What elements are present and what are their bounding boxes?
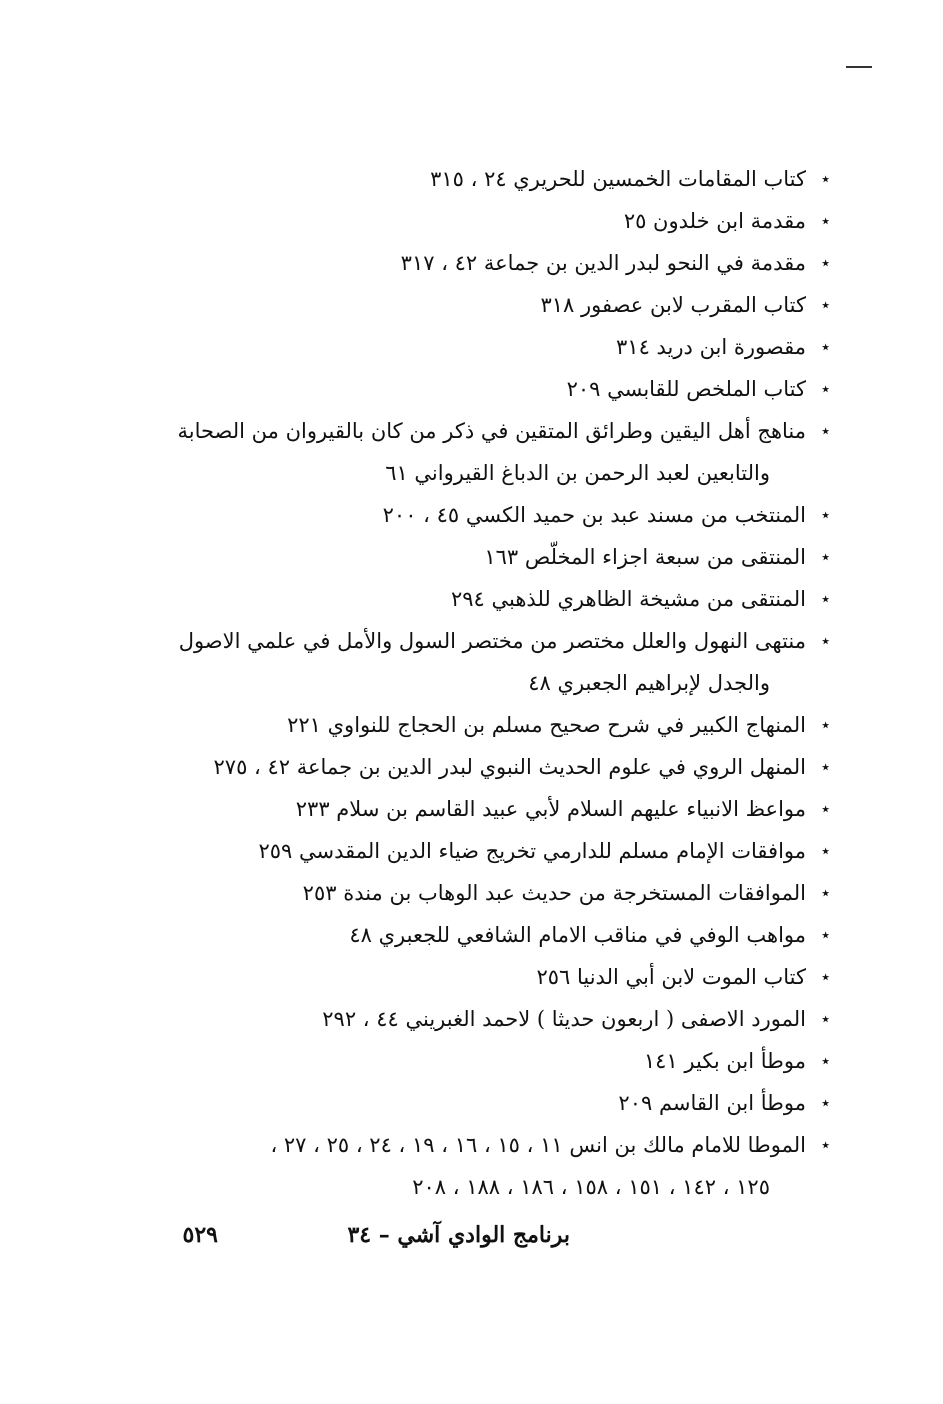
- entry-text: منتهى النهول والعلل مختصر من مختصر السول والأمل في علمي الاصول: [178, 629, 806, 653]
- bullet-mark: ٭: [821, 799, 830, 818]
- entry-text: مقدمة ابن خلدون ٢٥: [623, 209, 806, 233]
- page-footer: [170, 1222, 570, 1262]
- entry-text: موطأ ابن بكير ١٤١: [643, 1049, 806, 1073]
- index-entry: [150, 830, 830, 872]
- index-entry: [150, 284, 830, 326]
- bullet-mark: ٭: [821, 253, 830, 272]
- index-entry: [150, 704, 830, 746]
- index-entry: [150, 620, 830, 704]
- index-entry: [150, 200, 830, 242]
- entry-text: كتاب المقرب لابن عصفور ٣١٨: [540, 293, 806, 317]
- bullet-mark: ٭: [821, 1051, 830, 1070]
- running-title: برنامج الوادي آشي – ٣٤: [347, 1222, 570, 1248]
- entry-text: المنتقى من سبعة اجزاء المخلّص ١٦٣: [484, 545, 806, 569]
- bullet-mark: ٭: [821, 883, 830, 902]
- entry-text: المنهل الروي في علوم الحديث النبوي لبدر الدين بن جماعة ٤٢ ، ٢٧٥: [213, 755, 806, 779]
- bullet-mark: ٭: [821, 757, 830, 776]
- bullet-mark: ٭: [821, 211, 830, 230]
- bullet-mark: ٭: [821, 547, 830, 566]
- page-number: ٥٢٩: [182, 1222, 218, 1248]
- entry-text: كتاب المقامات الخمسين للحريري ٢٤ ، ٣١٥: [430, 167, 806, 191]
- bullet-mark: ٭: [821, 1093, 830, 1112]
- bullet-mark: ٭: [821, 295, 830, 314]
- entry-text: مقدمة في النحو لبدر الدين بن جماعة ٤٢ ، ٣١٧: [400, 251, 806, 275]
- entry-text: الموافقات المستخرجة من حديث عبد الوهاب بن مندة ٢٥٣: [302, 881, 806, 905]
- index-entry: [150, 914, 830, 956]
- bullet-mark: ٭: [821, 925, 830, 944]
- bullet-mark: ٭: [821, 631, 830, 650]
- entry-text: المنتخب من مسند عبد بن حميد الكسي ٤٥ ، ٢٠٠: [382, 503, 806, 527]
- bullet-mark: ٭: [821, 169, 830, 188]
- bullet-mark: ٭: [821, 841, 830, 860]
- index-entry: [150, 1040, 830, 1082]
- entry-text-continuation: والتابعين لعبد الرحمن بن الدباغ القيرواني ٦١: [385, 461, 770, 485]
- bullet-mark: ٭: [821, 421, 830, 440]
- bullet-mark: ٭: [821, 715, 830, 734]
- entry-text-continuation: ١٢٥ ، ١٤٢ ، ١٥١ ، ١٥٨ ، ١٨٦ ، ١٨٨ ، ٢٠٨: [412, 1175, 770, 1199]
- index-entry: [150, 956, 830, 998]
- bullet-mark: ٭: [821, 379, 830, 398]
- index-entry: [150, 368, 830, 410]
- bullet-mark: ٭: [821, 967, 830, 986]
- entry-text: الموطا للامام مالك بن انس ١١ ، ١٥ ، ١٦ ، ١٩ ، ٢٤ ، ٢٥ ، ٢٧ ،: [270, 1133, 806, 1157]
- entry-text: مواعظ الانبياء عليهم السلام لأبي عبيد القاسم بن سلام ٢٣٣: [295, 797, 806, 821]
- bullet-mark: ٭: [821, 505, 830, 524]
- entry-text: مناهج أهل اليقين وطرائق المتقين في ذكر من كان بالقيروان من الصحابة: [177, 419, 806, 443]
- index-entry: [150, 326, 830, 368]
- index-entry: [150, 410, 830, 494]
- index-entry: [150, 158, 830, 200]
- entry-text: موافقات الإمام مسلم للدارمي تخريج ضياء الدين المقدسي ٢٥٩: [258, 839, 806, 863]
- entry-text: كتاب الموت لابن أبي الدنيا ٢٥٦: [536, 965, 806, 989]
- index-entry: [150, 788, 830, 830]
- entry-text: المنتقى من مشيخة الظاهري للذهبي ٢٩٤: [450, 587, 806, 611]
- index-entry: [150, 1124, 830, 1208]
- corner-mark: [846, 66, 872, 68]
- index-list: [150, 158, 830, 1208]
- index-entry: [150, 494, 830, 536]
- index-entry: [150, 578, 830, 620]
- entry-text: موطأ ابن القاسم ٢٠٩: [618, 1091, 806, 1115]
- bullet-mark: ٭: [821, 337, 830, 356]
- bullet-mark: ٭: [821, 1009, 830, 1028]
- index-entry: [150, 536, 830, 578]
- entry-text: مقصورة ابن دريد ٣١٤: [616, 335, 806, 359]
- bullet-mark: ٭: [821, 589, 830, 608]
- entry-text: مواهب الوفي في مناقب الامام الشافعي للجعبري ٤٨: [349, 923, 806, 947]
- entry-text-continuation: والجدل لإبراهيم الجعبري ٤٨: [528, 671, 770, 695]
- entry-text: المورد الاصفى ( اربعون حديثا ) لاحمد الغبريني ٤٤ ، ٢٩٢: [322, 1007, 806, 1031]
- index-entry: [150, 1082, 830, 1124]
- index-entry: [150, 746, 830, 788]
- entry-text: كتاب الملخص للقابسي ٢٠٩: [566, 377, 806, 401]
- entry-text: المنهاج الكبير في شرح صحيح مسلم بن الحجاج للنواوي ٢٢١: [287, 713, 806, 737]
- index-entry: [150, 872, 830, 914]
- index-entry: [150, 242, 830, 284]
- bullet-mark: ٭: [821, 1135, 830, 1154]
- index-entry: [150, 998, 830, 1040]
